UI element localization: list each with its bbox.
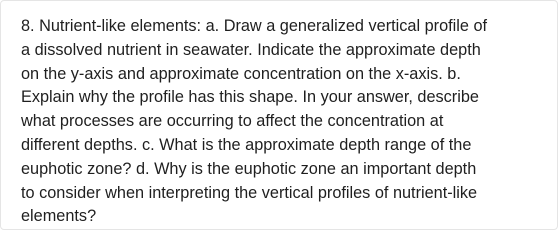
question-text: 8. Nutrient-like elements: a. Draw a generalized vertical profile of a dissolved nutrient in seawater. Indicate the approximate depth on the y-axis and approximate concentration on the x-axis. b. Explain why the profile has this shape. In your answer, describe what processes are occurring to affect the concentration at different depths. c. What is the approximate depth range of the euphotic zone? d. Why is the euphotic zone an important depth to consider when interpreting the vertical profiles of nutrient-like elements? [21,17,488,226]
